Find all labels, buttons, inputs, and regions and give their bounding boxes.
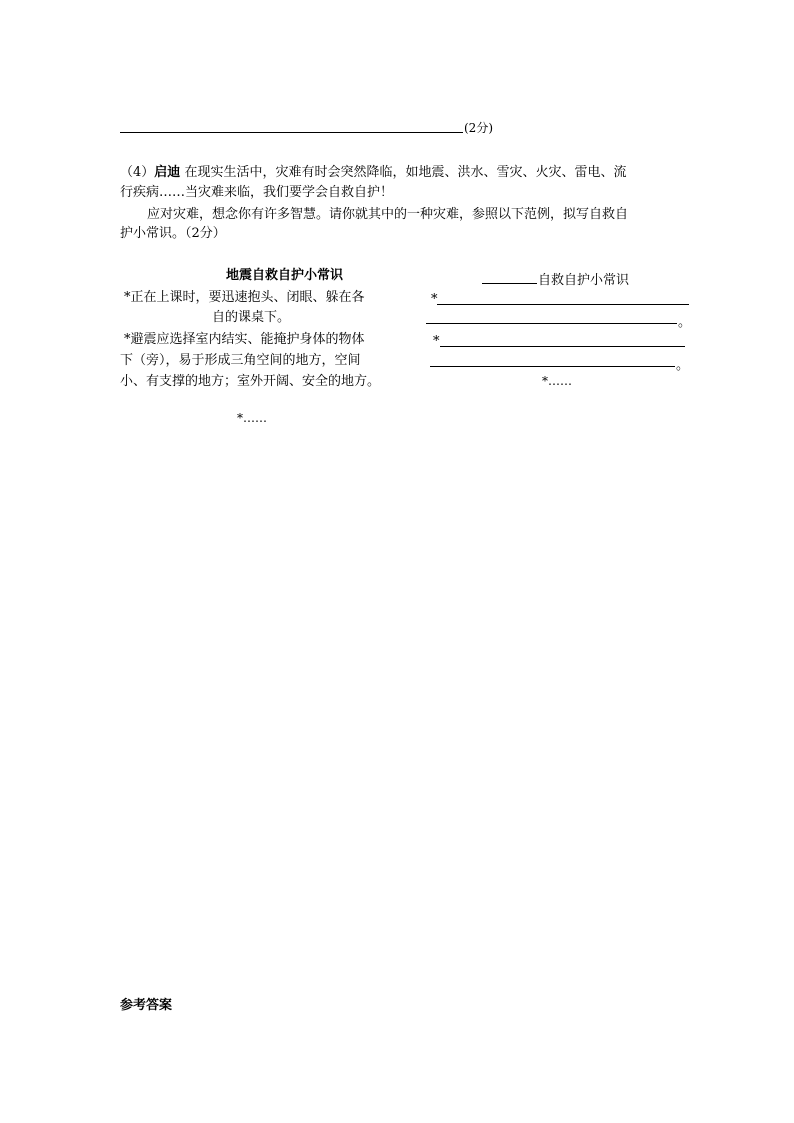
question-4-line-2: 行疾病……当灾难来临，我们要学会自救自护！ xyxy=(120,185,394,200)
template-blank-2b[interactable] xyxy=(430,366,675,367)
example-item-1-line-1: *正在上课时，要迅速抱头、闭眼、躲在各 xyxy=(124,290,365,305)
instruction-line-2: 护小常识。（2分） xyxy=(120,226,226,241)
template-blank-1b[interactable] xyxy=(426,323,677,324)
question-label: 启迪 xyxy=(154,165,181,180)
answer-heading: 参考答案 xyxy=(120,998,173,1013)
template-star-2: * xyxy=(433,334,440,349)
template-blank-2a[interactable] xyxy=(440,346,685,347)
example-ellipsis: *…… xyxy=(237,411,267,425)
question-text: 在现实生活中，灾难有时会突然降临，如地震、洪水、雪灾、火灾、雷电、流 xyxy=(184,165,627,180)
question-number: （4） xyxy=(120,165,155,180)
example-item-1-line-2: 自的课桌下。 xyxy=(212,310,291,325)
template-end-2: 。 xyxy=(676,358,690,373)
question-4-line-1 xyxy=(120,161,626,180)
score-label: (2分) xyxy=(464,121,493,135)
instruction-line-1: 应对灾难，想念你有许多智慧。请你就其中的一种灾难，参照以下范例，拟写自救自 xyxy=(147,207,629,222)
answer-blank-line[interactable] xyxy=(120,132,463,133)
template-blank-1a[interactable] xyxy=(437,304,689,305)
template-end-1: 。 xyxy=(678,315,692,330)
template-title: 自救自护小常识 xyxy=(538,273,630,288)
template-ellipsis: *…… xyxy=(542,374,572,388)
example-item-2-line-2: 下（旁），易于形成三角空间的地方，空间 xyxy=(120,353,361,368)
example-title: 地震自救自护小常识 xyxy=(226,268,344,283)
example-item-2-line-1: *避震应选择室内结实、能掩护身体的物体 xyxy=(124,332,365,347)
template-star-1: * xyxy=(431,292,438,307)
disaster-name-blank[interactable] xyxy=(482,283,537,284)
example-item-2-line-3: 小、有支撑的地方；室外开阔、安全的地方。 xyxy=(120,374,381,389)
